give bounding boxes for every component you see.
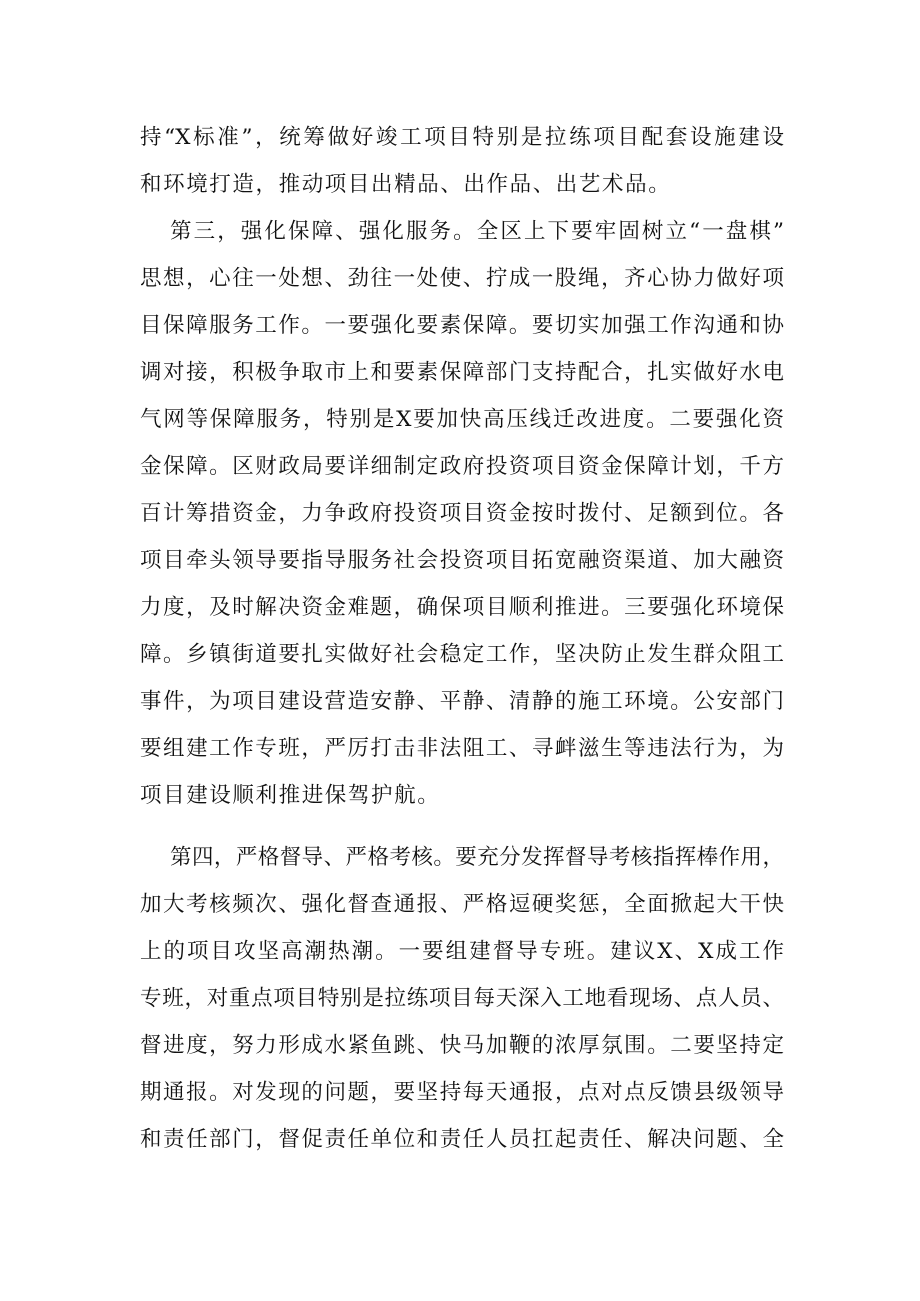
text-line: 专班，对重点项目特别是拉练项目每天深入工地看现场、点人员、 <box>140 986 784 1011</box>
text-line: 力度，及时解决资金难题，确保项目顺利推进。三要强化环境保 <box>140 595 784 620</box>
text-line: 项目牵头领导要指导服务社会投资项目拓宽融资渠道、加大融资 <box>140 548 784 573</box>
text-line: 事件，为项目建设营造安静、平静、清静的施工环境。公安部门 <box>140 689 784 714</box>
text-line: 持“X标准”，统筹做好竣工项目特别是拉练项目配套设施建设 <box>140 125 784 150</box>
text-line: 要组建工作专班，严厉打击非法阻工、寻衅滋生等违法行为，为 <box>140 736 784 761</box>
text-line: 督进度，努力形成水紧鱼跳、快马加鞭的浓厚氛围。二要坚持定 <box>140 1033 784 1058</box>
text-line: 期通报。对发现的问题，要坚持每天通报，点对点反馈县级领导 <box>140 1080 784 1105</box>
text-line: 障。乡镇街道要扎实做好社会稳定工作，坚决防止发生群众阻工 <box>140 642 784 667</box>
text-line: 思想，心往一处想、劲往一处使、拧成一股绳，齐心协力做好项 <box>140 266 784 291</box>
text-line: 和环境打造，推动项目出精品、出作品、出艺术品。 <box>140 172 672 197</box>
text-line: 调对接，积极争取市上和要素保障部门支持配合，扎实做好水电 <box>140 360 784 385</box>
paragraph-continued <box>140 114 784 208</box>
text-line: 百计筹措资金，力争政府投资项目资金按时拨付、足额到位。各 <box>140 501 784 526</box>
paragraph-third-point <box>140 208 784 819</box>
text-line: 金保障。区财政局要详细制定政府投资项目资金保障计划，千方 <box>140 454 784 479</box>
text-line: 气网等保障服务，特别是X要加快高压线迁改进度。二要强化资 <box>140 407 784 432</box>
text-line: 第四，严格督导、严格考核。要充分发挥督导考核指挥棒作用， <box>170 845 784 870</box>
document-page <box>140 114 784 1163</box>
text-line: 第三，强化保障、强化服务。全区上下要牢固树立“一盘棋” <box>170 219 784 244</box>
text-line: 和责任部门，督促责任单位和责任人员扛起责任、解决问题、全 <box>140 1127 784 1152</box>
text-line: 项目建设顺利推进保驾护航。 <box>140 783 441 808</box>
text-line: 目保障服务工作。一要强化要素保障。要切实加强工作沟通和协 <box>140 313 784 338</box>
text-line: 加大考核频次、强化督查通报、严格逗硬奖惩，全面掀起大干快 <box>140 892 784 917</box>
paragraph-fourth-point <box>140 834 784 1163</box>
text-line: 上的项目攻坚高潮热潮。一要组建督导专班。建议X、X成工作 <box>140 939 784 964</box>
